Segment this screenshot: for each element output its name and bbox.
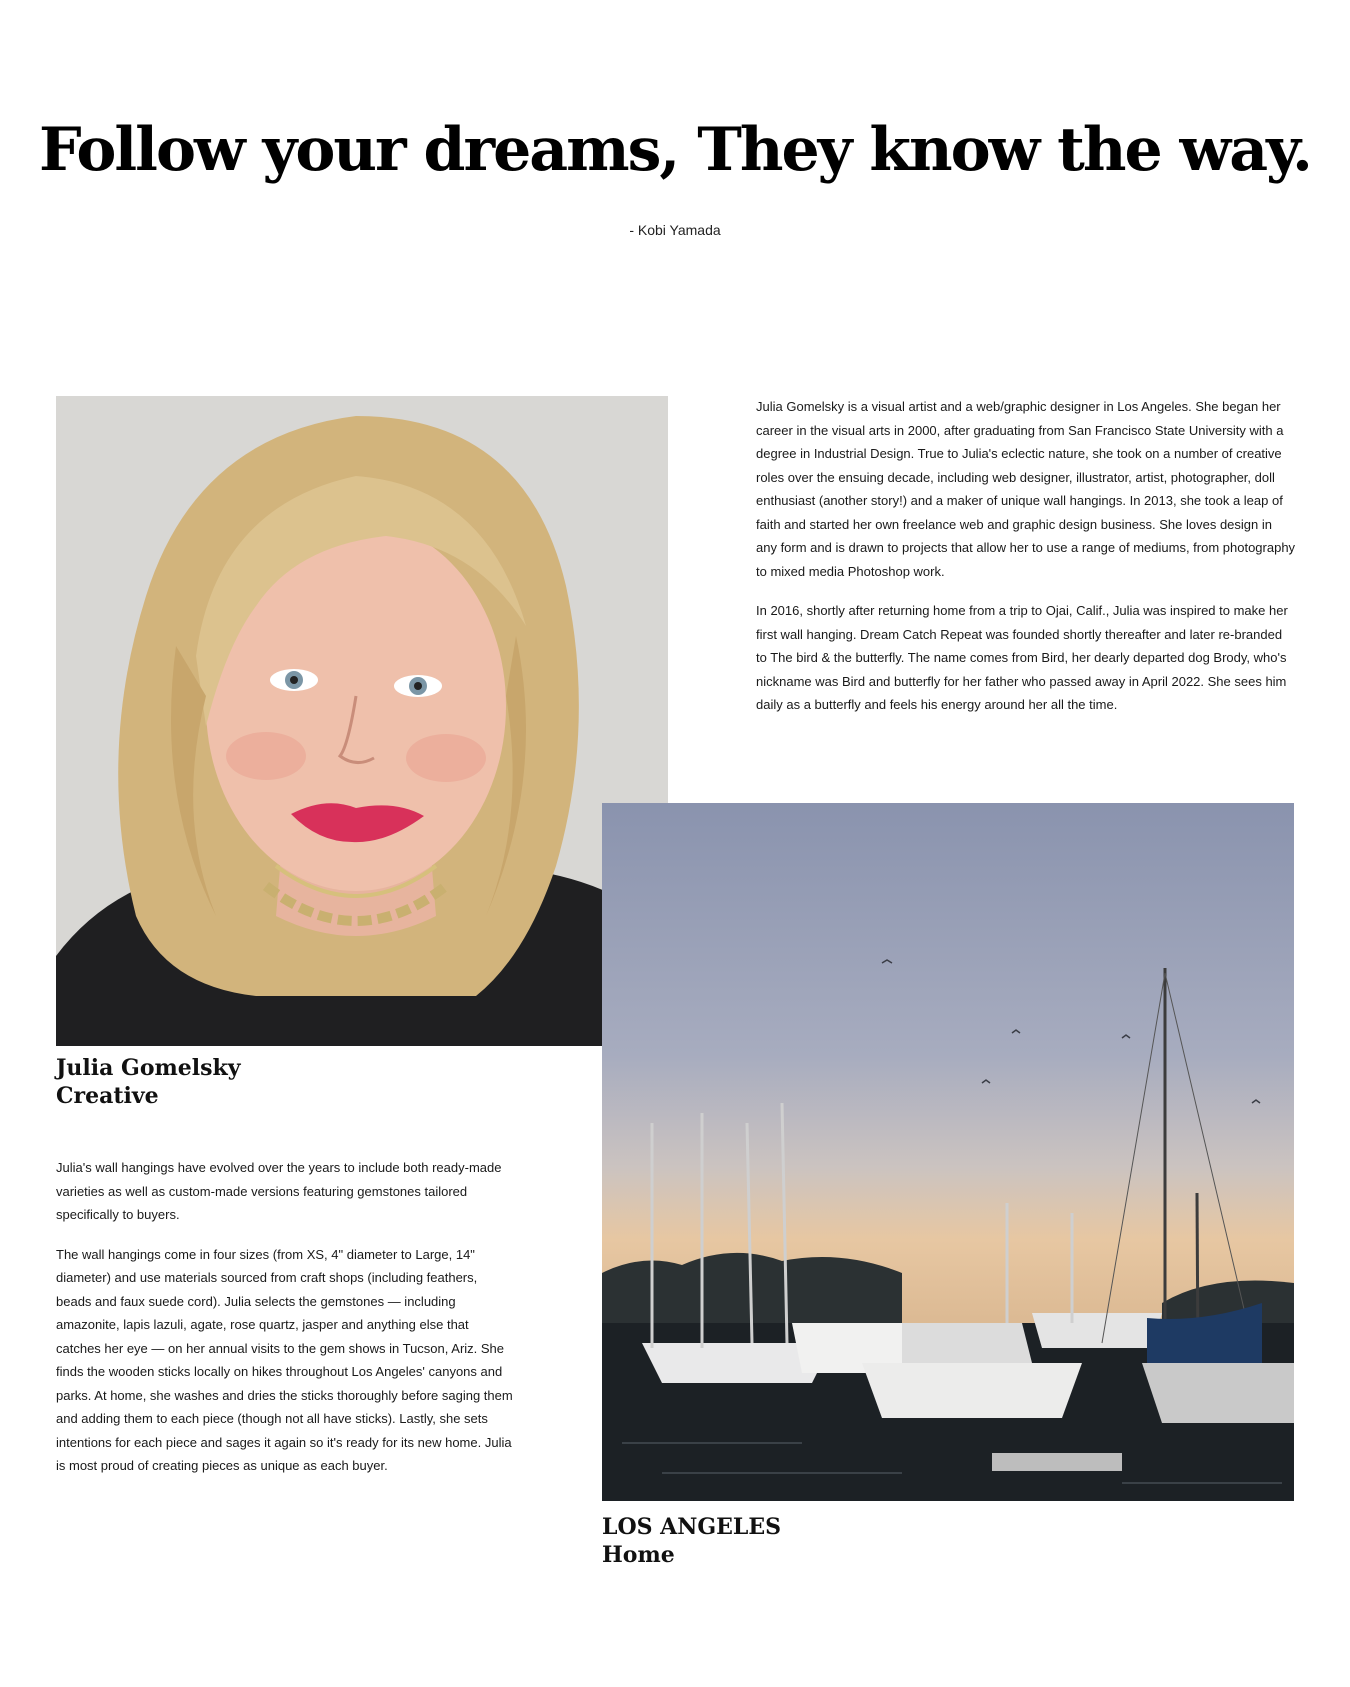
quote-headline: Follow your dreams, They know the way. <box>39 115 1311 185</box>
portrait-caption <box>56 1054 456 1110</box>
intro-paragraph: In 2016, shortly after returning home from a trip to Ojai, Calif., Julia was inspired to make her first wall hanging. Dream Catch Repeat was founded shortly thereafter and later re-branded to The bird & the butterfly. The name comes from Bird, her dearly departed dog Brody, who's nickname was Bird and butterfly for her father who passed away in April 2022. She sees him daily as a butterfly and feels his energy around her all the time. <box>756 603 1288 712</box>
portrait-illustration <box>56 396 668 1046</box>
intro-text <box>756 395 1296 733</box>
caption-role: Creative <box>56 1083 159 1109</box>
marina-photo <box>602 803 1294 1501</box>
quote-attribution: - Kobi Yamada <box>629 222 721 238</box>
details-text <box>56 1156 516 1494</box>
caption-name: Julia Gomelsky <box>56 1055 241 1081</box>
details-paragraph: The wall hangings come in four sizes (from XS, 4" diameter to Large, 14" diameter) and use materials sourced from craft shops (including feathers, beads and faux suede cord). Julia selects the gemstones — including amazonite, lapis lazuli, agate, rose quartz, jasper and anything else that catches her eye — on her annual visits to the gem shows in Tucson, Ariz. She finds the wooden sticks locally on hikes throughout Los Angeles' canyons and parks. At home, she washes and dries the sticks thoroughly before saging them and adding them to each piece (though not all have sticks). Lastly, she sets intentions for each piece and sages it again so it's ready for its new home. Julia is most proud of creating pieces as unique as each buyer. <box>56 1246 513 1473</box>
portrait-photo <box>56 396 668 1046</box>
intro-paragraph: Julia Gomelsky is a visual artist and a web/graphic designer in Los Angeles. She began her career in the visual arts in 2000, after graduating from San Francisco State University with a degree in Industrial Design. True to Julia's eclectic nature, she took on a number of creative roles over the ensuing decade, including web designer, illustrator, artist, photographer, doll enthusiast (another story!) and a maker of unique wall hangings. In 2013, she took a leap of faith and started her own freelance web and graphic design business. She loves design in any form and is drawn to projects that allow her to use a range of mediums, from photography to mixed media Photoshop work. <box>756 399 1296 579</box>
caption-label: Home <box>602 1542 675 1568</box>
details-paragraph: Julia's wall hangings have evolved over the years to include both ready-made varieties as well as custom-made versions featuring gemstones tailored specifically to buyers. <box>56 1160 502 1222</box>
marina-illustration <box>602 803 1294 1501</box>
caption-place: LOS ANGELES <box>602 1514 782 1540</box>
marina-caption <box>602 1513 1002 1569</box>
